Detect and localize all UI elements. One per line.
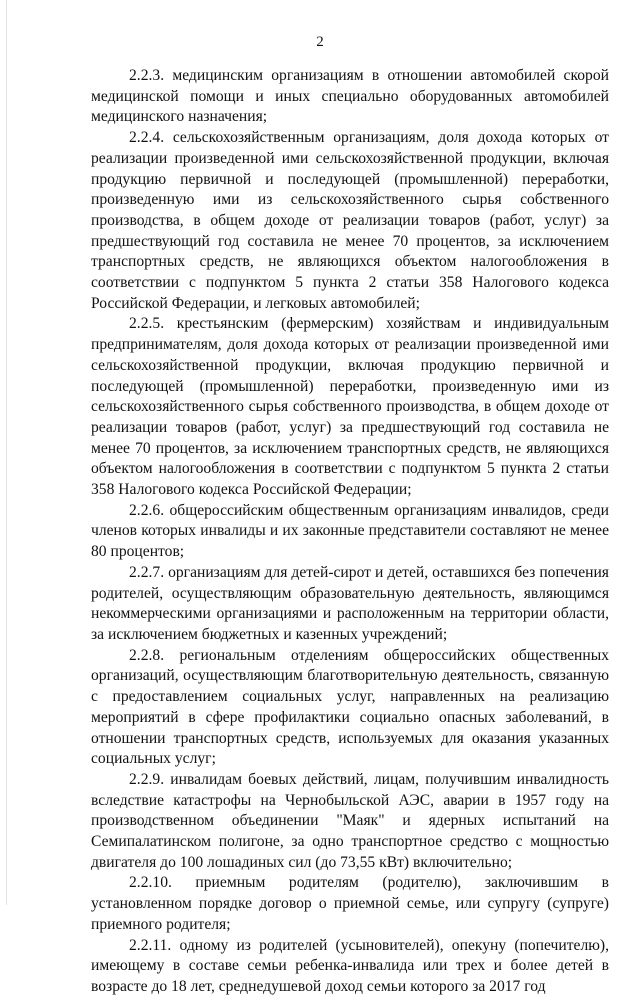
scan-edge-line — [6, 0, 7, 905]
paragraph-2-2-3: 2.2.3. медицинским организациям в отношении автомобилей скорой медицинской помощи и иных специально оборудованных автомобилей медицинского назначения; — [91, 67, 609, 126]
paragraph-2-2-7: 2.2.7. организациям для детей-сирот и детей, оставшихся без попечения родителей, осуществляющим образовательную деятельность, являющимся некоммерческими организациями и расположенным на территории области, за исключением бюджетных и казенных учреждений; — [91, 563, 609, 643]
paragraph-2-2-6: 2.2.6. общероссийским общественным организациям инвалидов, среди членов которых инвалиды и их законные представители составляют не менее 80 процентов; — [91, 501, 609, 561]
paragraph-2-2-4: 2.2.4. сельскохозяйственным организациям, доля дохода которых от реализации произведенной ими сельскохозяйственной продукции, включая продукцию первичной и последующей (промышленной) переработки, произведенную ими из сельскохозяйственного сырья собственного производства, в общем доходе от реализации товаров (работ, услуг) за предшествующий год составила не менее 70 процентов, за исключением транспортных средств, не являющихся объектом налогообложения в соответствии с подпунктом 5 пункта 2 статьи 358 Налогового кодекса Российской Федерации, и легковых автомобилей; — [91, 129, 609, 312]
paragraph-2-2-8: 2.2.8. региональным отделениям общероссийских общественных организаций, осуществляющим благотворительную деятельность, связанную с предоставлением социальных услуг, направленных на реализацию мероприятий в сфере профилактики социально опасных заболеваний, в отношении транспортных средств, используемых для оказания указанных социальных услуг; — [91, 646, 609, 768]
paragraph-2-2-11: 2.2.11. одному из родителей (усыновителей), опекуну (попечителю), имеющему в составе семьи ребенка-инвалида или трех и более детей в возрасте до 18 лет, среднедушевой доход семьи которого за 2017 год — [91, 936, 609, 995]
paragraph-2-2-10: 2.2.10. приемным родителям (родителю), заключившим в установленном порядке договор о приемной семье, или супругу (супруге) приемного родителя; — [91, 874, 609, 933]
paragraph-2-2-5: 2.2.5. крестьянским (фермерским) хозяйствам и индивидуальным предпринимателям, доля дохода которых от реализации произведенной ими сельскохозяйственной продукции, включая продукцию первичной и последующей (промышленной) переработки, произведенную ими из сельскохозяйственного сырья собственного производства, в общем доходе от реализации товаров (работ, услуг) за предшествующий год составила не менее 70 процентов, за исключением транспортных средств, не являющихся объектом налогообложения в соответствии с подпунктом 5 пункта 2 статьи 358 Налогового кодекса Российской Федерации; — [91, 315, 609, 499]
page-number: 2 — [316, 34, 324, 50]
document-body — [91, 66, 609, 998]
paragraph-2-2-9: 2.2.9. инвалидам боевых действий, лицам, получившим инвалидность вследствие катастрофы на Чернобыльской АЭС, аварии в 1957 году на производственном объединении "Маяк" и ядерных испытаний на Семипалатинском полигоне, за одно транспортное средство с мощностью двигателя до 100 лошадиных сил (до 73,55 кВт) включительно; — [91, 770, 609, 871]
